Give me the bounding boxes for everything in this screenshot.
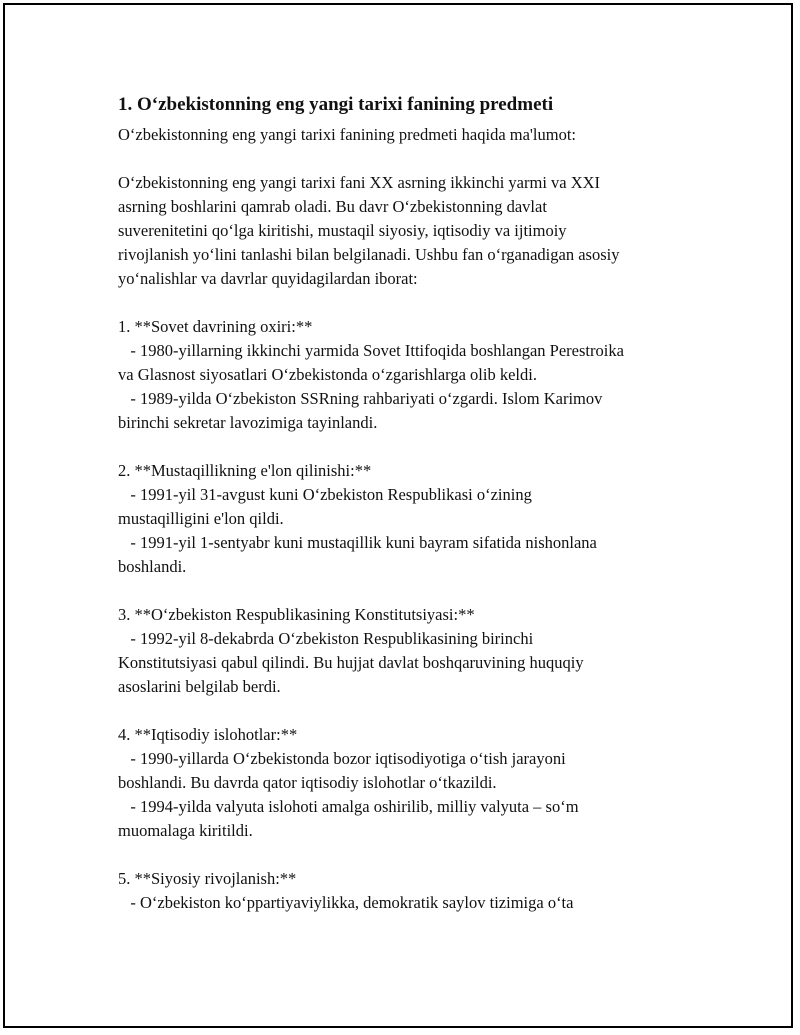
text-line: 5. **Siyosiy rivojlanish:**	[118, 869, 297, 888]
blank-line	[118, 699, 708, 723]
document-lines	[118, 123, 708, 915]
text-line: muomalaga kiritildi.	[118, 821, 253, 840]
text-line: mustaqilligini e'lon qildi.	[118, 509, 284, 528]
text-line: - 1989-yilda O‘zbekiston SSRning rahbariyati o‘zgardi. Islom Karimov	[118, 389, 603, 408]
text-line: Konstitutsiyasi qabul qilindi. Bu hujjat davlat boshqaruvining huquqiy	[118, 653, 584, 672]
text-line: boshlandi. Bu davrda qator iqtisodiy islohotlar o‘tkazildi.	[118, 773, 497, 792]
text-line: boshlandi.	[118, 557, 187, 576]
text-line: rivojlanish yo‘lini tanlashi bilan belgilanadi. Ushbu fan o‘rganadigan asosiy	[118, 245, 620, 264]
text-line: suverenitetini qo‘lga kiritishi, mustaqil siyosiy, iqtisodiy va ijtimoiy	[118, 221, 567, 240]
text-line: va Glasnost siyosatlari O‘zbekistonda o‘zgarishlarga olib keldi.	[118, 365, 537, 384]
text-line: 2. **Mustaqillikning e'lon qilinishi:**	[118, 461, 372, 480]
text-line: birinchi sekretar lavozimiga tayinlandi.	[118, 413, 378, 432]
text-line: - 1992-yil 8-dekabrda O‘zbekiston Respublikasining birinchi	[118, 629, 534, 648]
text-line: - 1980-yillarning ikkinchi yarmida Sovet Ittifoqida boshlangan Perestroika	[118, 341, 624, 360]
blank-line	[118, 147, 708, 171]
document-title: 1. O‘zbekistonning eng yangi tarixi fanining predmeti	[118, 94, 554, 115]
text-line: - 1991-yil 1-sentyabr kuni mustaqillik kuni bayram sifatida nishonlana	[118, 533, 597, 552]
text-line: - 1991-yil 31-avgust kuni O‘zbekiston Respublikasi o‘zining	[118, 485, 532, 504]
blank-line	[118, 843, 708, 867]
document-body	[118, 90, 708, 915]
blank-line	[118, 435, 708, 459]
text-line: asoslarini belgilab berdi.	[118, 677, 281, 696]
text-line: yo‘nalishlar va davrlar quyidagilardan iborat:	[118, 269, 418, 288]
text-line: 4. **Iqtisodiy islohotlar:**	[118, 725, 298, 744]
text-line: O‘zbekistonning eng yangi tarixi fani XX asrning ikkinchi yarmi va XXI	[118, 173, 601, 192]
text-line: O‘zbekistonning eng yangi tarixi fanining predmeti haqida ma'lumot:	[118, 125, 576, 144]
text-line: asrning boshlarini qamrab oladi. Bu davr O‘zbekistonning davlat	[118, 197, 547, 216]
text-line: - 1994-yilda valyuta islohoti amalga oshirilib, milliy valyuta – so‘m	[118, 797, 579, 816]
blank-line	[118, 579, 708, 603]
text-line: - O‘zbekiston ko‘ppartiyaviylikka, demokratik saylov tizimiga o‘ta	[118, 893, 574, 912]
text-line: 3. **O‘zbekiston Respublikasining Konstitutsiyasi:**	[118, 605, 475, 624]
blank-line	[118, 291, 708, 315]
text-line: - 1990-yillarda O‘zbekistonda bozor iqtisodiyotiga o‘tish jarayoni	[118, 749, 566, 768]
text-line: 1. **Sovet davrining oxiri:**	[118, 317, 313, 336]
